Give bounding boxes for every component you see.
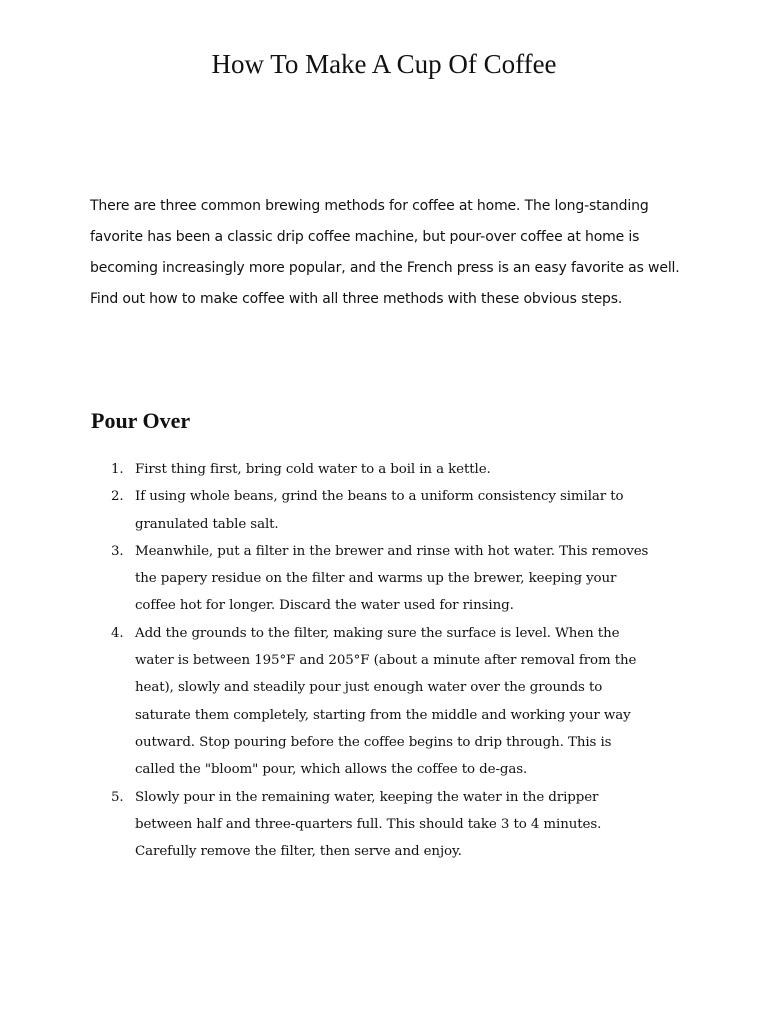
step-line: called the "bloom" pour, which allows the coffee to de-gas. (135, 762, 528, 778)
step-line: granulated table salt. (135, 516, 279, 532)
section-heading-pour-over: Pour Over (91, 408, 191, 433)
list-item (91, 456, 691, 483)
step-line: First thing first, bring cold water to a boil in a kettle. (135, 462, 491, 477)
step-line: Slowly pour in the remaining water, keeping the water in the dripper (135, 789, 599, 805)
list-item (91, 620, 691, 784)
step-number: 3. (111, 543, 124, 559)
step-line: saturate them completely, starting from the middle and working your way (135, 707, 631, 723)
step-line: Add the grounds to the filter, making sure the surface is level. When the (135, 625, 620, 641)
step-line: between half and three-quarters full. This should take 3 to 4 minutes. (135, 816, 602, 832)
step-line: outward. Stop pouring before the coffee begins to drip through. This is (135, 734, 612, 750)
document-title: How To Make A Cup Of Coffee (211, 49, 557, 79)
pour-over-steps-list (91, 456, 691, 865)
list-item (91, 538, 691, 620)
step-line: the papery residue on the filter and warms up the brewer, keeping your (135, 571, 617, 587)
step-line: If using whole beans, grind the beans to a uniform consistency similar to (135, 489, 624, 505)
intro-paragraph (90, 191, 690, 315)
step-line: coffee hot for longer. Discard the water used for rinsing. (135, 598, 514, 614)
step-line: water is between 195°F and 205°F (about a minute after removal from the (135, 653, 637, 669)
intro-line: favorite has been a classic drip coffee machine, but pour-over coffee at home is (90, 229, 640, 245)
step-number: 2. (111, 489, 124, 505)
intro-line: There are three common brewing methods for coffee at home. The long-standing (90, 198, 649, 214)
step-number: 4. (111, 625, 124, 641)
list-item (91, 784, 691, 866)
step-number: 1. (111, 462, 124, 477)
intro-line: becoming increasingly more popular, and the French press is an easy favorite as well. (90, 260, 680, 276)
step-number: 5. (111, 789, 124, 805)
step-line: Meanwhile, put a filter in the brewer and rinse with hot water. This removes (135, 543, 649, 559)
list-item (91, 483, 691, 538)
step-line: Carefully remove the filter, then serve and enjoy. (135, 844, 462, 860)
step-line: heat), slowly and steadily pour just enough water over the grounds to (135, 680, 603, 696)
intro-line: Find out how to make coffee with all three methods with these obvious steps. (90, 291, 623, 307)
